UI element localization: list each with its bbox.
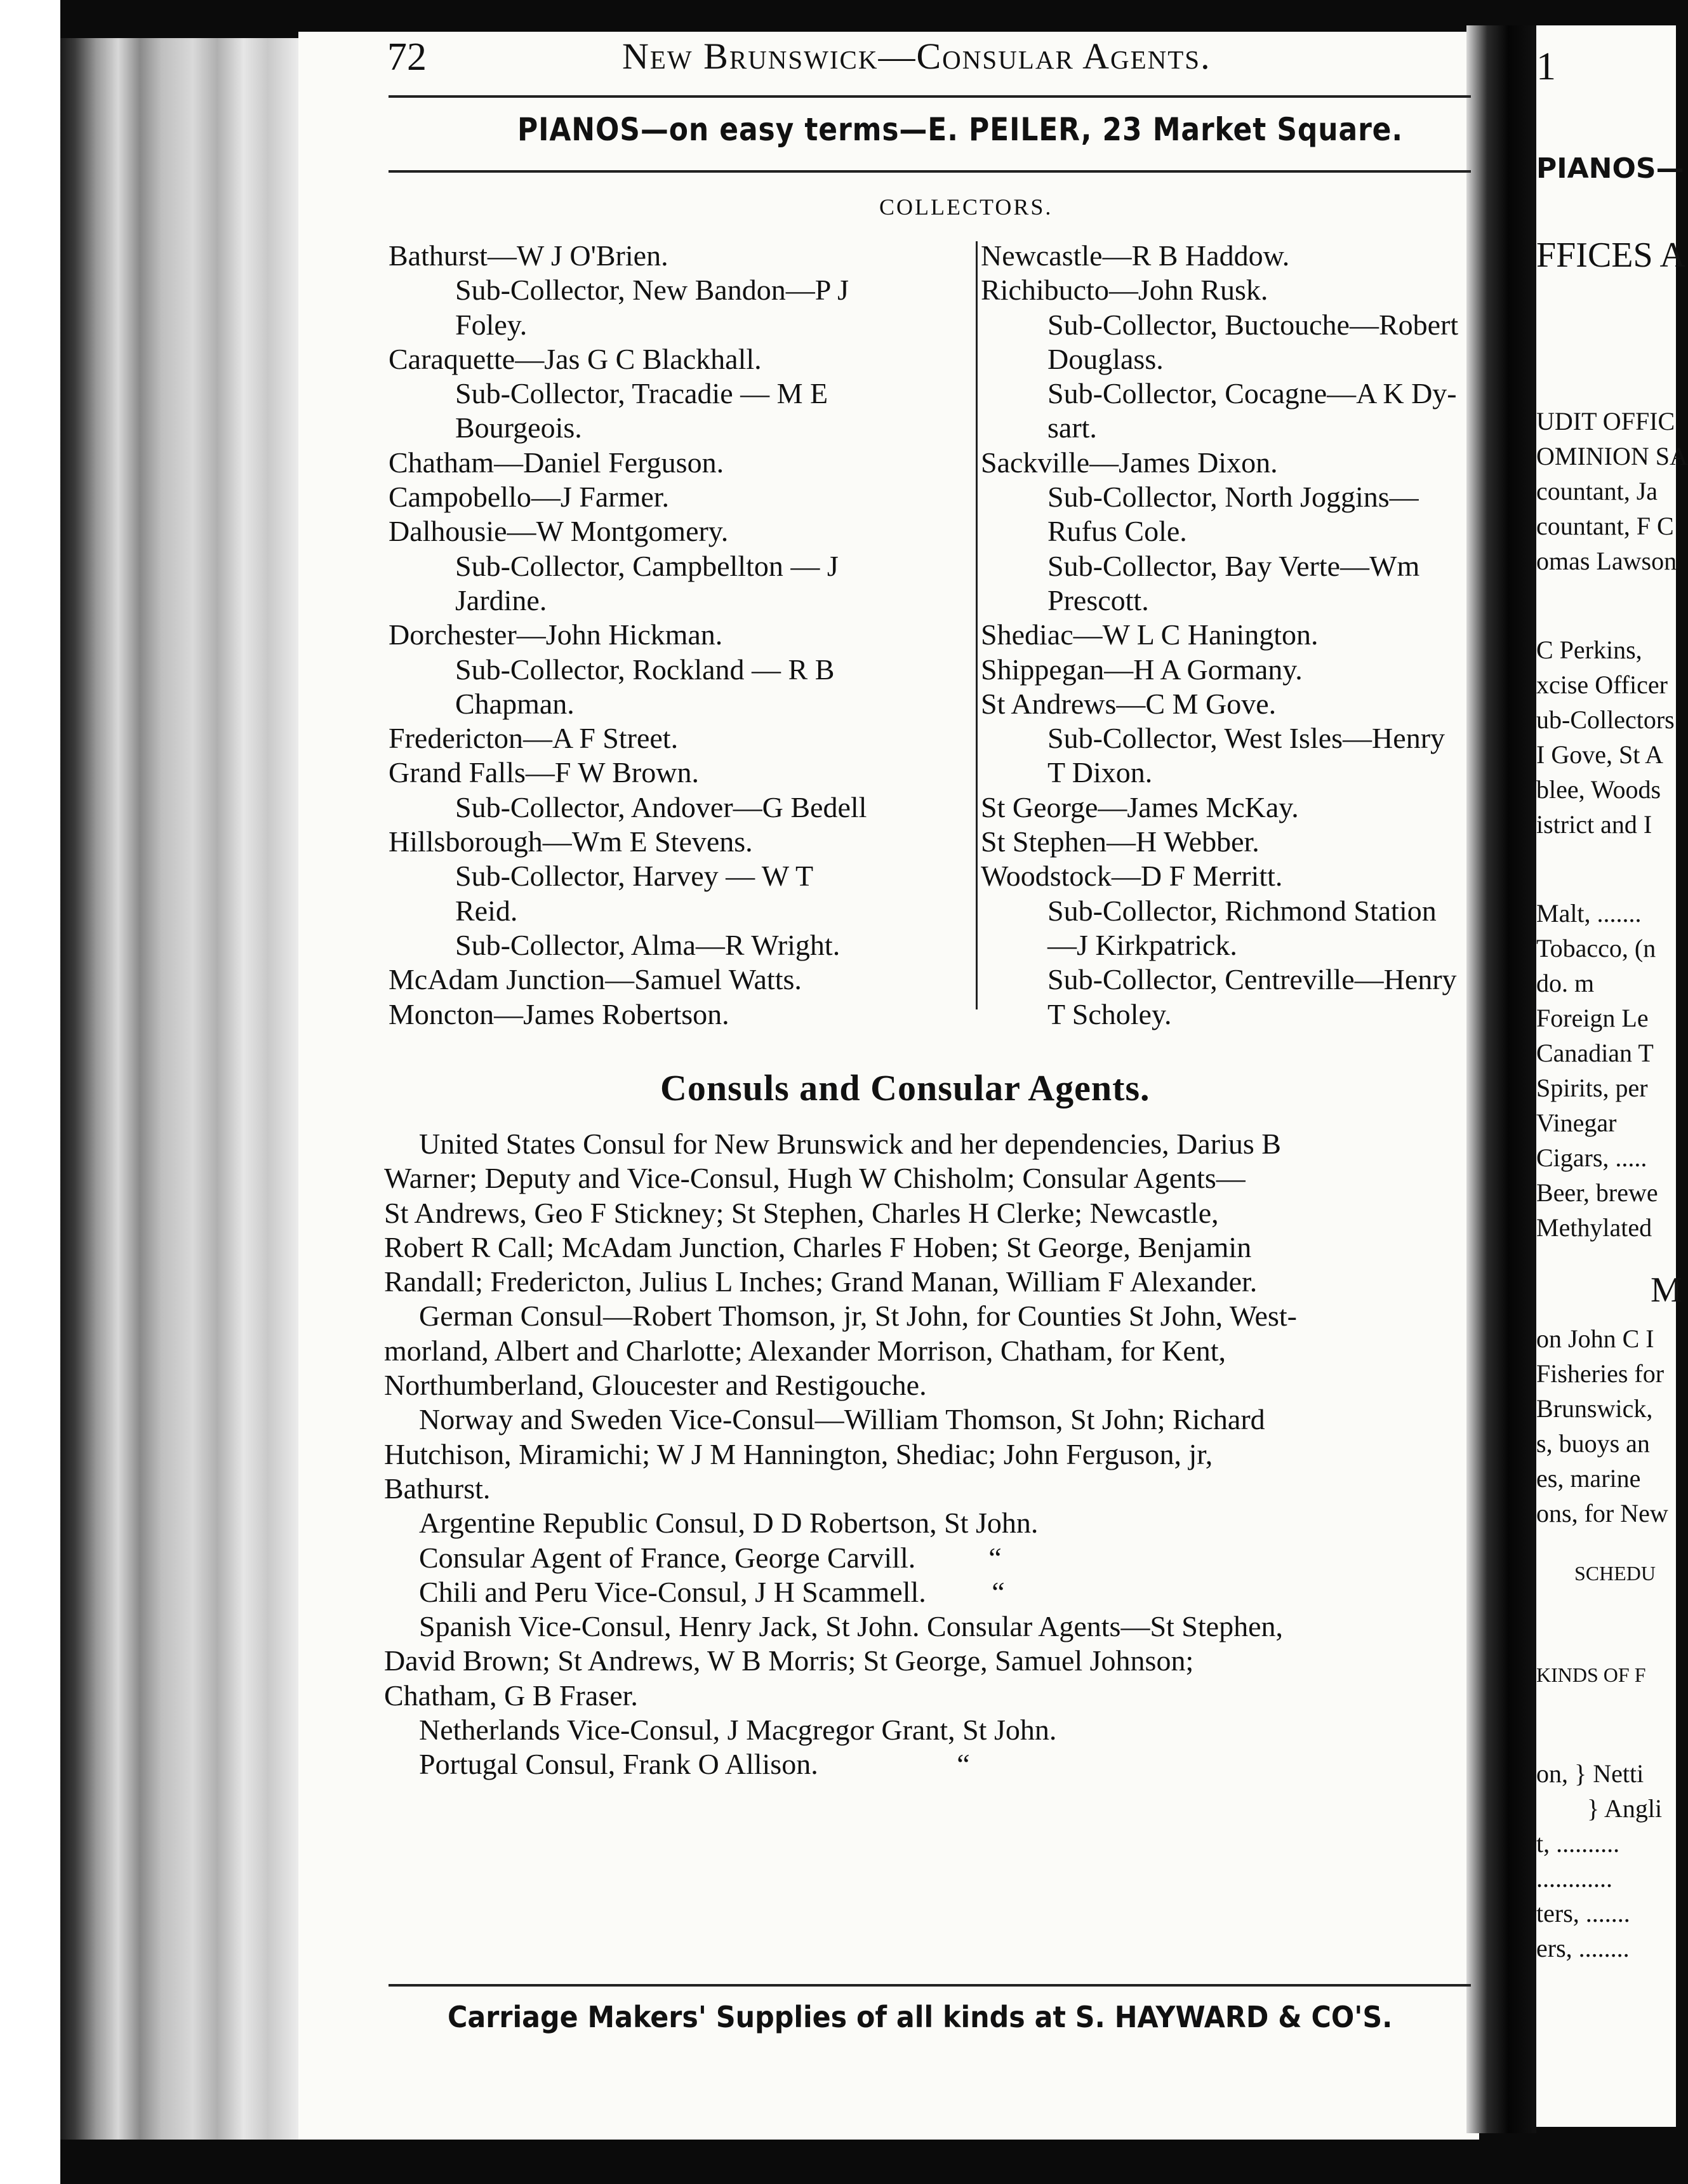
consuls-line: Chili and Peru Vice-Consul, J H Scammell. “	[419, 1575, 1005, 1608]
collector-entry: —J Kirkpatrick.	[1047, 928, 1237, 961]
collector-entry: Sub-Collector, Alma—R Wright.	[455, 928, 841, 961]
collector-entry: Sub-Collector, Andover—G Bedell	[455, 790, 867, 823]
collector-entry: Sub-Collector, West Isles—Henry	[1047, 722, 1445, 755]
consuls-line: Portugal Consul, Frank O Allison. “	[419, 1748, 970, 1781]
collector-entry: sart.	[1047, 411, 1097, 444]
facing-fragment: Foreign Le	[1536, 1004, 1649, 1032]
collector-entry: Rufus Cole.	[1047, 515, 1187, 548]
consuls-heading: Consuls and Consular Agents.	[660, 1067, 1150, 1109]
facing-fragment: Methylated	[1536, 1213, 1652, 1242]
collector-entry: St George—James McKay.	[981, 790, 1299, 823]
collector-entry: Bourgeois.	[455, 411, 582, 444]
consuls-line: Argentine Republic Consul, D D Robertson, St John.	[419, 1507, 1039, 1540]
collector-entry: Douglass.	[1047, 342, 1164, 375]
collector-entry: Sub-Collector, Buctouche—Robert	[1047, 308, 1459, 341]
scan-margin	[0, 0, 60, 2184]
collector-entry: Hillsborough—Wm E Stevens.	[389, 825, 753, 858]
facing-fragment: I Gove, St A	[1536, 740, 1663, 769]
book-spine-shadow	[1466, 25, 1536, 2133]
facing-fragment: Tobacco, (n	[1536, 934, 1656, 962]
facing-fragment: Brunswick,	[1536, 1394, 1653, 1423]
facing-fragment: SCHEDU	[1574, 1562, 1656, 1585]
facing-fragment: ers, ........	[1536, 1934, 1630, 1962]
facing-fragment: ons, for New	[1536, 1499, 1668, 1528]
facing-fragment: Vinegar	[1536, 1109, 1617, 1137]
page-number: 72	[387, 36, 427, 79]
facing-fragment: FFICES A	[1536, 236, 1685, 275]
collectors-heading: COLLECTORS.	[879, 194, 1053, 220]
facing-fragment: Cigars, .....	[1536, 1143, 1647, 1172]
facing-fragment: on, } Netti	[1536, 1759, 1644, 1788]
collector-entry: Sub-Collector, Tracadie — M E	[455, 377, 828, 410]
consuls-line: David Brown; St Andrews, W B Morris; St George, Samuel Johnson;	[384, 1644, 1194, 1677]
facing-fragment: countant, Ja	[1536, 477, 1658, 505]
collector-entry: Sub-Collector, Richmond Station	[1047, 894, 1437, 927]
consuls-text	[384, 1127, 1470, 1782]
collector-entry: Shippegan—H A Gormany.	[981, 653, 1303, 686]
consuls-line: Robert R Call; McAdam Junction, Charles F Hoben; St George, Benjamin	[384, 1230, 1252, 1263]
facing-fragment: es, marine	[1536, 1464, 1641, 1493]
facing-page	[1536, 25, 1688, 2127]
collector-entry: Reid.	[455, 894, 518, 927]
facing-fragment: } Angli	[1587, 1794, 1663, 1823]
collector-entry: T Scholey.	[1047, 997, 1172, 1030]
consuls-line: Randall; Fredericton, Julius L Inches; Grand Manan, William F Alexander.	[384, 1265, 1258, 1298]
consuls-line: United States Consul for New Brunswick and her dependencies, Darius B	[419, 1128, 1281, 1160]
collector-entry: Sub-Collector, New Bandon—P J	[455, 274, 849, 307]
collector-entry: St Stephen—H Webber.	[981, 825, 1259, 858]
collector-entry: Sub-Collector, Cocagne—A K Dy-	[1047, 377, 1457, 410]
consuls-line: Warner; Deputy and Vice-Consul, Hugh W Chisholm; Consular Agents—	[384, 1162, 1246, 1195]
consuls-line: Norway and Sweden Vice-Consul—William Thomson, St John; Richard	[419, 1403, 1265, 1436]
collector-entry: Grand Falls—F W Brown.	[389, 756, 699, 789]
collector-entry: Caraquette—Jas G C Blackhall.	[389, 342, 762, 375]
collector-entry: Richibucto—John Rusk.	[981, 274, 1268, 307]
running-head: New Brunswick—Consular Agents.	[622, 36, 1211, 77]
consuls-line: morland, Albert and Charlotte; Alexander Morrison, Chatham, for Kent,	[384, 1334, 1226, 1367]
column-divider	[976, 241, 978, 1009]
facing-fragment: Fisheries for	[1536, 1359, 1665, 1388]
facing-fragment: istrict and I	[1536, 810, 1652, 839]
facing-fragment: ters, .......	[1536, 1899, 1630, 1928]
facing-fragment: C Perkins,	[1536, 636, 1642, 664]
facing-fragment: omas Lawson	[1536, 547, 1677, 575]
facing-fragment: ............	[1536, 1864, 1612, 1893]
facing-fragment: PIANOS—	[1536, 152, 1684, 185]
consuls-line: German Consul—Robert Thomson, jr, St John, for Counties St John, West-	[419, 1300, 1297, 1333]
collector-entry: St Andrews—C M Gove.	[981, 687, 1277, 720]
collector-entry: Foley.	[455, 308, 528, 341]
collector-entry: Moncton—James Robertson.	[389, 997, 729, 1030]
facing-fragment: do. m	[1536, 969, 1595, 997]
book-page-edges	[60, 38, 302, 2140]
facing-fragment: t, ..........	[1536, 1829, 1620, 1858]
collectors-left-column	[389, 239, 971, 1032]
facing-page-number: 1	[1536, 45, 1556, 88]
collector-entry: Shediac—W L C Hanington.	[981, 618, 1319, 651]
header-rule	[389, 95, 1471, 98]
consuls-line: Northumberland, Gloucester and Restigouche.	[384, 1369, 927, 1402]
collector-entry: Dalhousie—W Montgomery.	[389, 515, 729, 548]
facing-fragment: M	[1651, 1270, 1682, 1310]
facing-fragment: Beer, brewe	[1536, 1178, 1658, 1207]
collector-entry: Chapman.	[455, 687, 575, 720]
facing-fragment: UDIT OFFIC	[1536, 407, 1675, 436]
consuls-line: Hutchison, Miramichi; W J M Hannington, Shediac; John Ferguson, jr,	[384, 1437, 1213, 1470]
facing-fragment: ub-Collectors	[1536, 705, 1675, 734]
collector-entry: McAdam Junction—Samuel Watts.	[389, 963, 802, 996]
facing-fragment: countant, F C	[1536, 512, 1674, 540]
bottom-advertisement: Carriage Makers' Supplies of all kinds at S. HAYWARD & CO'S.	[448, 2000, 1393, 2034]
collector-entry: Sackville—James Dixon.	[981, 446, 1278, 479]
collector-entry: Jardine.	[455, 583, 547, 616]
facing-fragment: Canadian T	[1536, 1039, 1654, 1067]
collector-entry: Chatham—Daniel Ferguson.	[389, 446, 724, 479]
facing-fragment: KINDS OF F	[1536, 1663, 1646, 1686]
collectors-right-column	[981, 239, 1473, 1032]
ad-rule	[389, 170, 1471, 173]
collector-entry: Fredericton—A F Street.	[389, 722, 679, 755]
consuls-line: Consular Agent of France, George Carvill. “	[419, 1541, 1002, 1574]
consuls-line: St Andrews, Geo F Stickney; St Stephen, Charles H Clerke; Newcastle,	[384, 1196, 1219, 1229]
collector-entry: Campobello—J Farmer.	[389, 481, 670, 514]
footer-rule	[389, 1984, 1471, 1987]
consuls-line: Netherlands Vice-Consul, J Macgregor Grant, St John.	[419, 1714, 1057, 1747]
facing-fragment: s, buoys an	[1536, 1429, 1650, 1458]
facing-fragment: blee, Woods	[1536, 775, 1661, 804]
collector-entry: Dorchester—John Hickman.	[389, 618, 723, 651]
facing-fragment: OMINION SA	[1536, 442, 1688, 470]
facing-fragment: on John C I	[1536, 1324, 1654, 1353]
collector-entry: Woodstock—D F Merritt.	[981, 860, 1283, 893]
collector-entry: Sub-Collector, Harvey — W T	[455, 860, 814, 893]
consuls-line: Spanish Vice-Consul, Henry Jack, St John. Consular Agents—St Stephen,	[419, 1610, 1283, 1643]
top-advertisement: PIANOS—on easy terms—E. PEILER, 23 Market Square.	[517, 111, 1403, 148]
collector-entry: Newcastle—R B Haddow.	[981, 239, 1290, 272]
collector-entry: T Dixon.	[1047, 756, 1153, 789]
facing-fragment: Spirits, per	[1536, 1074, 1648, 1102]
collector-entry: Prescott.	[1047, 583, 1149, 616]
consuls-line: Chatham, G B Fraser.	[384, 1679, 638, 1712]
collector-entry: Sub-Collector, Centreville—Henry	[1047, 963, 1457, 996]
consuls-line: Bathurst.	[384, 1472, 491, 1505]
collector-entry: Sub-Collector, Rockland — R B	[455, 653, 835, 686]
collector-entry: Bathurst—W J O'Brien.	[389, 239, 668, 272]
collector-entry: Sub-Collector, North Joggins—	[1047, 481, 1419, 514]
collector-entry: Sub-Collector, Bay Verte—Wm	[1047, 549, 1420, 582]
facing-fragment: Malt, .......	[1536, 899, 1642, 928]
facing-fragment: xcise Officer	[1536, 670, 1668, 699]
collector-entry: Sub-Collector, Campbellton — J	[455, 549, 839, 582]
